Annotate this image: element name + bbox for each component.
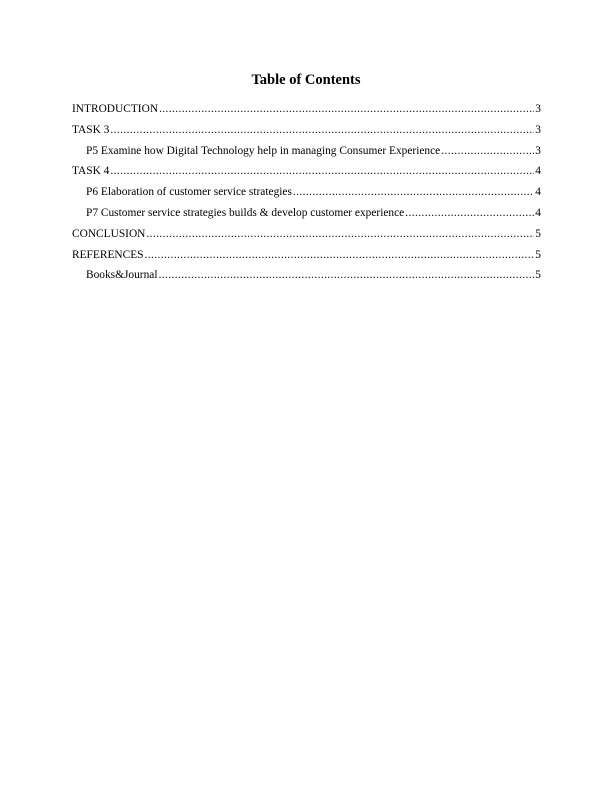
toc-entry-text: TASK 4 — [72, 165, 110, 178]
toc-entry-text: P5 Examine how Digital Technology help in managing Consumer Experience — [86, 144, 441, 157]
toc-dot-leader — [110, 164, 534, 178]
toc-page-number: 3 — [535, 144, 541, 157]
toc-dot-leader — [159, 268, 535, 282]
toc-list — [72, 102, 541, 289]
toc-dot-leader — [145, 248, 535, 262]
toc-page-number: 4 — [535, 206, 541, 219]
toc-entry-conclusion[interactable] — [72, 227, 541, 248]
toc-entry-task-3[interactable] — [72, 123, 541, 144]
toc-entry-introduction[interactable] — [72, 102, 541, 123]
toc-entry-text: P7 Customer service strategies builds & develop customer experience — [86, 206, 405, 219]
toc-page-number: 4 — [535, 186, 541, 199]
toc-entry-references[interactable] — [72, 248, 541, 269]
toc-title: Table of Contents — [251, 72, 361, 88]
toc-entry-p7[interactable] — [72, 206, 541, 227]
toc-page-number: 3 — [535, 123, 541, 136]
toc-dot-leader — [159, 102, 534, 116]
toc-entry-p6[interactable] — [72, 185, 541, 206]
toc-entry-text: INTRODUCTION — [72, 103, 159, 115]
toc-page-number: 4 — [535, 165, 541, 178]
toc-entry-text: Books&Journal — [86, 269, 158, 282]
toc-entry-text: P6 Elaboration of customer service strategies — [86, 186, 292, 199]
toc-dot-leader — [293, 185, 534, 199]
toc-entry-text: REFERENCES — [72, 248, 144, 261]
toc-entry-books-journal[interactable] — [72, 268, 541, 289]
toc-page-number: 5 — [535, 248, 541, 261]
toc-dot-leader — [146, 227, 534, 241]
toc-entry-task-4[interactable] — [72, 164, 541, 185]
toc-dot-leader — [110, 123, 534, 137]
toc-page-number: 5 — [535, 269, 541, 282]
toc-entry-text: CONCLUSION — [72, 227, 146, 240]
toc-page-number: 5 — [535, 227, 541, 240]
toc-dot-leader — [405, 206, 534, 220]
toc-page-number: 3 — [535, 103, 541, 115]
toc-dot-leader — [441, 144, 534, 158]
toc-entry-p5[interactable] — [72, 144, 541, 165]
toc-entry-text: TASK 3 — [72, 123, 110, 136]
